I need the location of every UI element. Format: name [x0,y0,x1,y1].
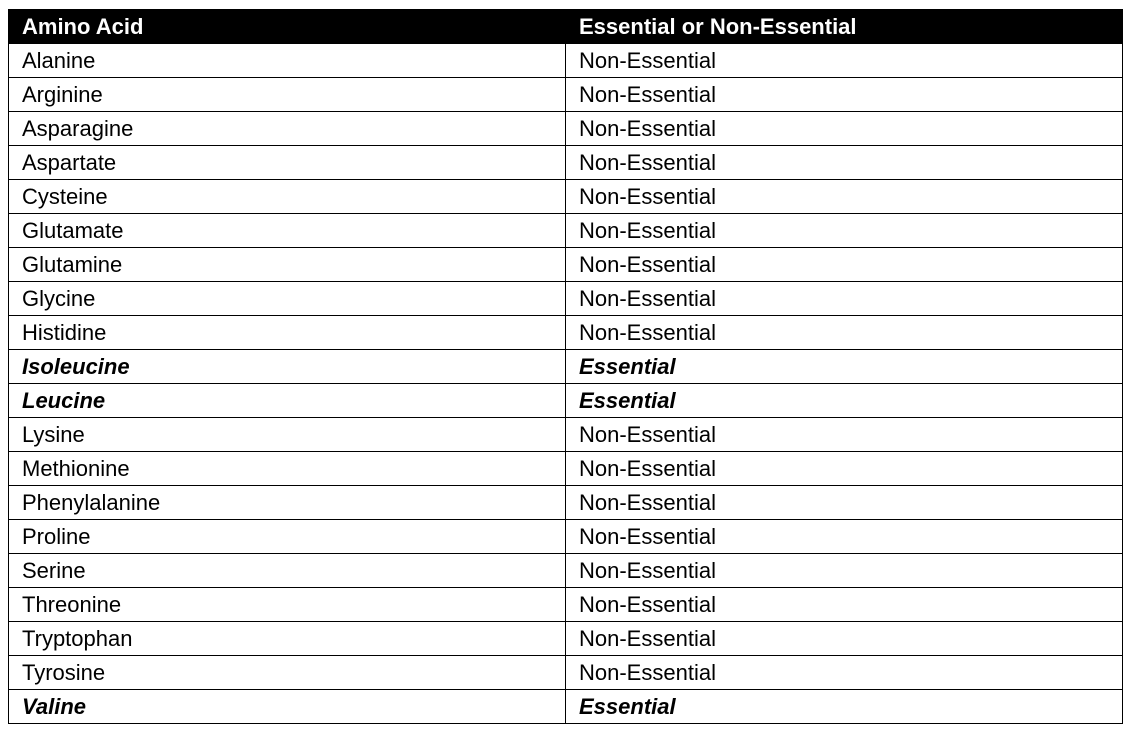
amino-acid-name-cell: Valine [9,690,566,724]
essential-status-cell: Non-Essential [566,622,1123,656]
amino-acid-name-cell: Arginine [9,78,566,112]
essential-status-cell: Non-Essential [566,248,1123,282]
amino-acid-name-cell: Isoleucine [9,350,566,384]
amino-acid-name-cell: Asparagine [9,112,566,146]
essential-status-cell: Non-Essential [566,588,1123,622]
essential-status-cell: Non-Essential [566,44,1123,78]
table-row [9,78,1123,112]
essential-status-cell: Essential [566,690,1123,724]
table-row [9,656,1123,690]
essential-status-cell: Essential [566,350,1123,384]
table-row [9,214,1123,248]
amino-acid-name-cell: Threonine [9,588,566,622]
amino-acid-name-cell: Methionine [9,452,566,486]
amino-acid-name-cell: Glutamine [9,248,566,282]
table-row [9,418,1123,452]
table-row [9,690,1123,724]
amino-acid-name-cell: Alanine [9,44,566,78]
table-body [9,44,1123,724]
table-row [9,384,1123,418]
amino-acid-name-cell: Tryptophan [9,622,566,656]
table-row [9,350,1123,384]
essential-status-cell: Non-Essential [566,452,1123,486]
amino-acid-name-cell: Lysine [9,418,566,452]
amino-acid-name-cell: Histidine [9,316,566,350]
table-row [9,520,1123,554]
essential-status-cell: Non-Essential [566,146,1123,180]
essential-status-cell: Non-Essential [566,486,1123,520]
amino-acid-name-cell: Serine [9,554,566,588]
amino-acid-table-container [8,9,1122,724]
amino-acid-name-cell: Glutamate [9,214,566,248]
essential-status-cell: Non-Essential [566,282,1123,316]
amino-acid-name-cell: Phenylalanine [9,486,566,520]
table-row [9,316,1123,350]
amino-acid-name-cell: Leucine [9,384,566,418]
essential-status-cell: Non-Essential [566,112,1123,146]
essential-status-cell: Non-Essential [566,520,1123,554]
essential-status-cell: Non-Essential [566,418,1123,452]
table-row [9,452,1123,486]
amino-acid-name-cell: Proline [9,520,566,554]
table-row [9,554,1123,588]
amino-acid-name-cell: Glycine [9,282,566,316]
table-row [9,112,1123,146]
table-row [9,282,1123,316]
essential-status-cell: Non-Essential [566,656,1123,690]
column-header-essential: Essential or Non-Essential [566,10,1123,44]
column-header-amino-acid: Amino Acid [9,10,566,44]
table-row [9,146,1123,180]
essential-status-cell: Non-Essential [566,78,1123,112]
amino-acid-name-cell: Tyrosine [9,656,566,690]
essential-status-cell: Non-Essential [566,214,1123,248]
amino-acid-name-cell: Aspartate [9,146,566,180]
table-header-row [9,10,1123,44]
table-row [9,180,1123,214]
essential-status-cell: Non-Essential [566,180,1123,214]
amino-acid-name-cell: Cysteine [9,180,566,214]
table-row [9,486,1123,520]
essential-status-cell: Essential [566,384,1123,418]
essential-status-cell: Non-Essential [566,316,1123,350]
table-row [9,622,1123,656]
table-row [9,588,1123,622]
table-row [9,44,1123,78]
table-row [9,248,1123,282]
essential-status-cell: Non-Essential [566,554,1123,588]
amino-acid-table [8,9,1123,724]
